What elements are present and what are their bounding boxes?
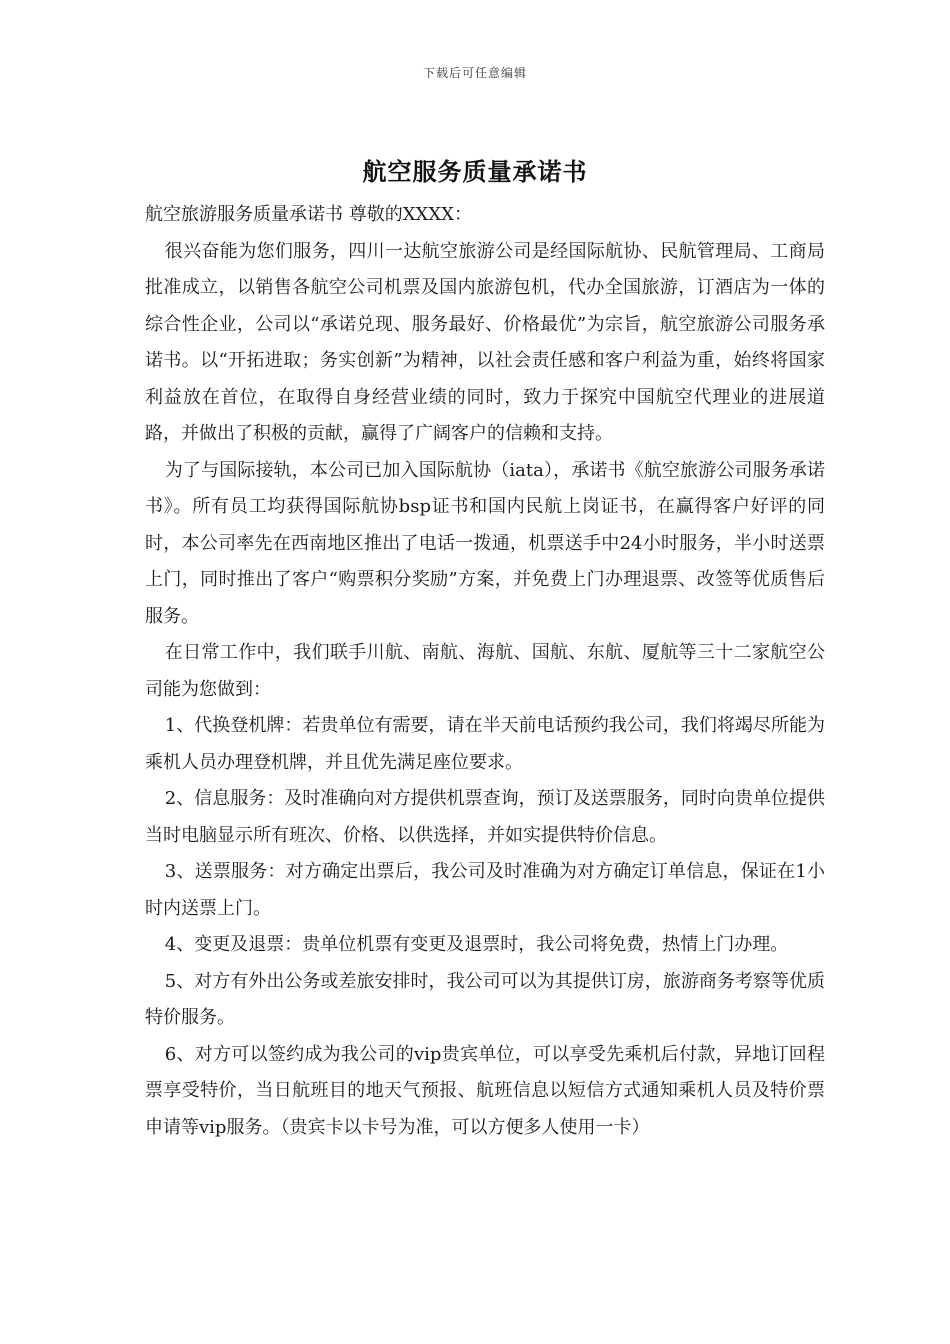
service-item-6: 6、对方可以签约成为我公司的vip贵宾单位，可以享受先乘机后付款，异地订回程票享受特价，当日航班目的地天气预报、航班信息以短信方式通知乘机人员及特价票申请等vip服务。（贵宾卡以卡号为准，可以方便多人使用一卡）	[145, 1043, 825, 1138]
iata-paragraph: 为了与国际接轨，本公司已加入国际航协（iata），承诺书《航空旅游公司服务承诺书》。所有员工均获得国际航协bsp证书和国内民航上岗证书，在赢得客户好评的同时，本公司率先在西南地区推出了电话一拨通，机票送手中24小时服务，半小时送票上门，同时推出了客户“购票积分奖励”方案，并免费上门办理退票、改签等优质售后服务。	[145, 459, 825, 627]
intro-paragraph: 很兴奋能为您们服务，四川一达航空旅游公司是经国际航协、民航管理局、工商局批准成立，以销售各航空公司机票及国内旅游包机，代办全国旅游，订酒店为一体的综合性企业，公司以“承诺兑现、服务最好、价格最优”为宗旨，航空旅游公司服务承诺书。以“开拓进取；务实创新”为精神，以社会责任感和客户利益为重，始终将国家利益放在首位，在取得自身经营业绩的同时，致力于探究中国航空代理业的进展道路，并做出了积极的贡献，赢得了广阔客户的信赖和支持。	[145, 240, 825, 444]
daily-work-paragraph: 在日常工作中，我们联手川航、南航、海航、国航、东航、厦航等三十二家航空公司能为您做到：	[145, 642, 825, 700]
service-item-4: 4、变更及退票：贵单位机票有变更及退票时，我公司将免费，热情上门办理。	[164, 934, 789, 955]
salutation-paragraph: 航空旅游服务质量承诺书 尊敬的XXXX：	[145, 204, 472, 225]
service-item-3: 3、送票服务：对方确定出票后，我公司及时准确为对方确定订单信息，保证在1小时内送票上门。	[145, 861, 825, 919]
header-note: 下载后可任意编辑	[422, 66, 527, 80]
document-title: 航空服务质量承诺书	[362, 157, 588, 186]
service-item-5: 5、对方有外出公务或差旅安排时，我公司可以为其提供订房，旅游商务考察等优质特价服务。	[145, 970, 825, 1028]
service-item-2: 2、信息服务：及时准确向对方提供机票查询，预订及送票服务，同时向贵单位提供当时电脑显示所有班次、价格、以供选择，并如实提供特价信息。	[145, 788, 825, 846]
document-body	[145, 197, 825, 1146]
service-item-1: 1、代换登机牌：若贵单位有需要，请在半天前电话预约我公司，我们将竭尽所能为乘机人员办理登机牌，并且优先满足座位要求。	[145, 715, 825, 773]
